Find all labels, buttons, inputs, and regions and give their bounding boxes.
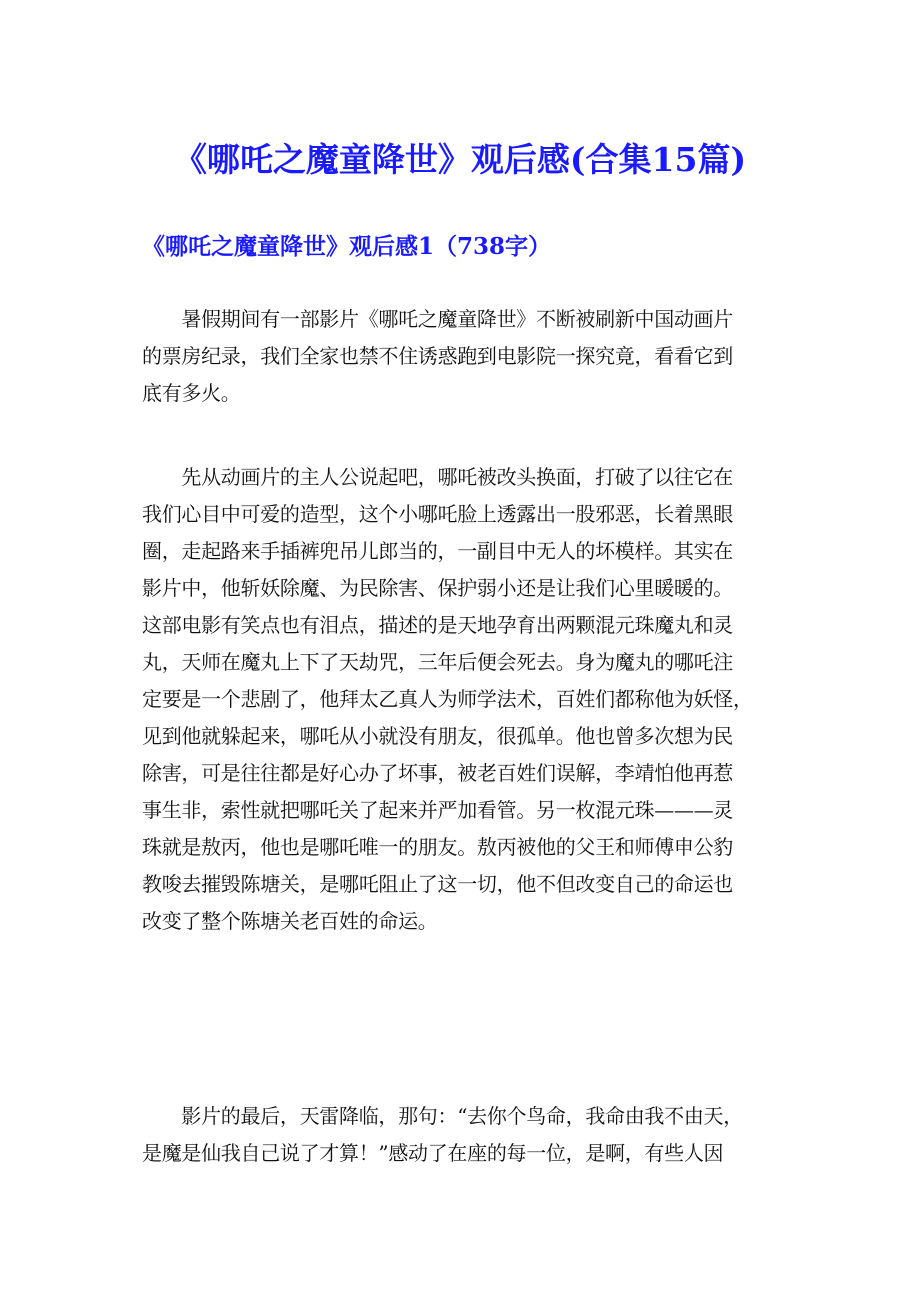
section-heading: 《哪吒之魔童降世》观后感1（738字）	[142, 233, 552, 260]
text-line: 珠就是敖丙，他也是哪吒唯一的朋友。敖丙被他的父王和师傅申公豹	[142, 835, 733, 859]
text-line: 事生非，索性就把哪吒关了起来并严加看管。另一枚混元珠———灵	[142, 798, 733, 822]
paragraph-2	[142, 459, 753, 940]
text-line: 影片的最后，天雷降临，那句：“去你个鸟命，我命由我不由天，	[142, 1104, 743, 1128]
text-line: 教唆去摧毁陈塘关，是哪吒阻止了这一切，他不但改变自己的命运也	[142, 872, 733, 896]
text-line: 先从动画片的主人公说起吧，哪吒被改头换面，打破了以往它在	[142, 465, 733, 489]
text-line: 是魔是仙我自己说了才算！”感动了在座的每一位，是啊，有些人因	[142, 1141, 724, 1165]
text-line: 圈，走起路来手插裤兜吊儿郎当的，一副目中无人的坏模样。其实在	[142, 539, 733, 563]
text-line: 的票房纪录，我们全家也禁不住诱惑跑到电影院一探究竟，看看它到	[142, 344, 733, 368]
paragraph-3	[142, 1098, 743, 1172]
text-line: 定要是一个悲剧了，他拜太乙真人为师学法术，百姓们都称他为妖怪，	[142, 687, 753, 711]
text-line: 我们心目中可爱的造型，这个小哪吒脸上透露出一股邪恶，长着黑眼	[142, 502, 733, 526]
text-line: 丸，天师在魔丸上下了天劫咒，三年后便会死去。身为魔丸的哪吒注	[142, 650, 733, 674]
text-line: 底有多火。	[142, 381, 241, 405]
document-title: 《哪吒之魔童降世》观后感(合集15篇)	[173, 140, 747, 179]
paragraph-1	[142, 301, 733, 412]
text-line: 这部电影有笑点也有泪点，描述的是天地孕育出两颗混元珠魔丸和灵	[142, 613, 733, 637]
text-line: 除害，可是往往都是好心办了坏事，被老百姓们误解，李靖怕他再惹	[142, 761, 733, 785]
text-line: 改变了整个陈塘关老百姓的命运。	[142, 909, 438, 933]
text-line: 暑假期间有一部影片《哪吒之魔童降世》不断被刷新中国动画片	[142, 307, 733, 331]
text-line: 影片中，他斩妖除魔、为民除害、保护弱小还是让我们心里暖暖的。	[142, 576, 733, 600]
text-line: 见到他就躲起来，哪吒从小就没有朋友，很孤单。他也曾多次想为民	[142, 724, 733, 748]
